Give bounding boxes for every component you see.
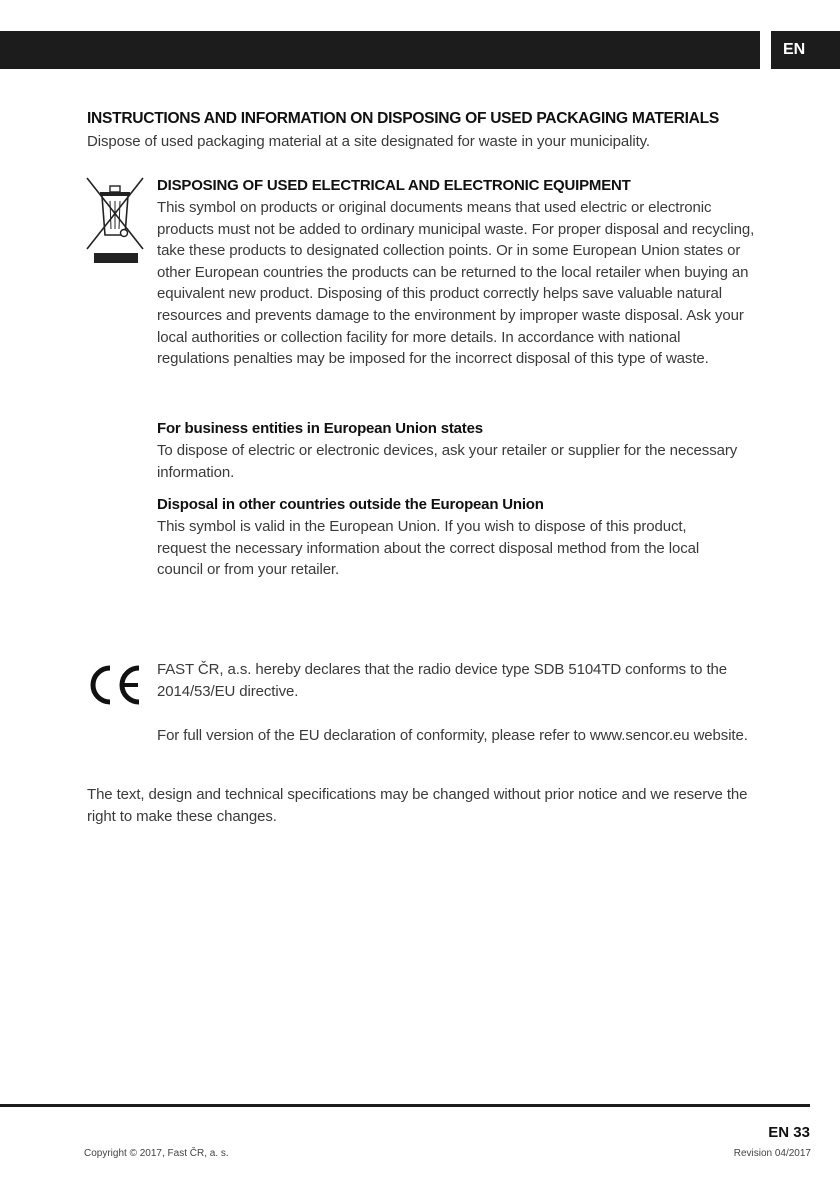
other-countries-text: This symbol is valid in the European Union. If you wish to dispose of this product, request the necessary information about the correct disposal method from the local council or from your retailer.: [157, 518, 700, 579]
ce-mark-icon: [86, 664, 144, 706]
revision-text: Revision 04/2017: [733, 1148, 811, 1159]
conformity-text: FAST ČR, a.s. hereby declares that the radio device type SDB 5104TD conforms to the 2014/53/EU directive.: [157, 661, 728, 700]
business-heading: For business entities in European Union states: [157, 420, 483, 437]
business-text: To dispose of electric or electronic devices, ask your retailer or supplier for the necessary information.: [157, 442, 738, 481]
language-badge: EN: [771, 31, 840, 69]
other-countries-heading: Disposal in other countries outside the European Union: [157, 496, 544, 513]
copyright-text: Copyright © 2017, Fast ČR, a. s.: [84, 1148, 229, 1159]
footer-rule: [0, 1104, 810, 1107]
conformity-reference-text: For full version of the EU declaration of conformity, please refer to www.sencor.eu website.: [157, 727, 748, 744]
weee-bin-icon: [84, 175, 146, 267]
header-bar: [0, 31, 760, 69]
page-number: EN 33: [768, 1124, 810, 1141]
disclaimer-text: The text, design and technical specifications may be changed without prior notice and we reserve the right to make these changes.: [87, 786, 748, 825]
weee-text: This symbol on products or original documents means that used electric or electronic products must not be added to ordinary municipal waste. For proper disposal and recycling, take these products to designated collection points. Or in some European Union states or other European countries the products can be returned to the local retailer when buying an equivalent new product. Disposing of this product correctly helps save valuable natural resources and prevents damage to the environment by improper waste disposal. Ask your local authorities or collection facility for more details. In accordance with national regulations penalties may be imposed for the incorrect disposal of this type of waste.: [157, 199, 755, 368]
weee-heading: DISPOSING OF USED ELECTRICAL AND ELECTRONIC EQUIPMENT: [157, 177, 631, 194]
packaging-heading: INSTRUCTIONS AND INFORMATION ON DISPOSING OF USED PACKAGING MATERIALS: [87, 110, 719, 127]
packaging-text: Dispose of used packaging material at a site designated for waste in your municipality.: [87, 133, 650, 150]
